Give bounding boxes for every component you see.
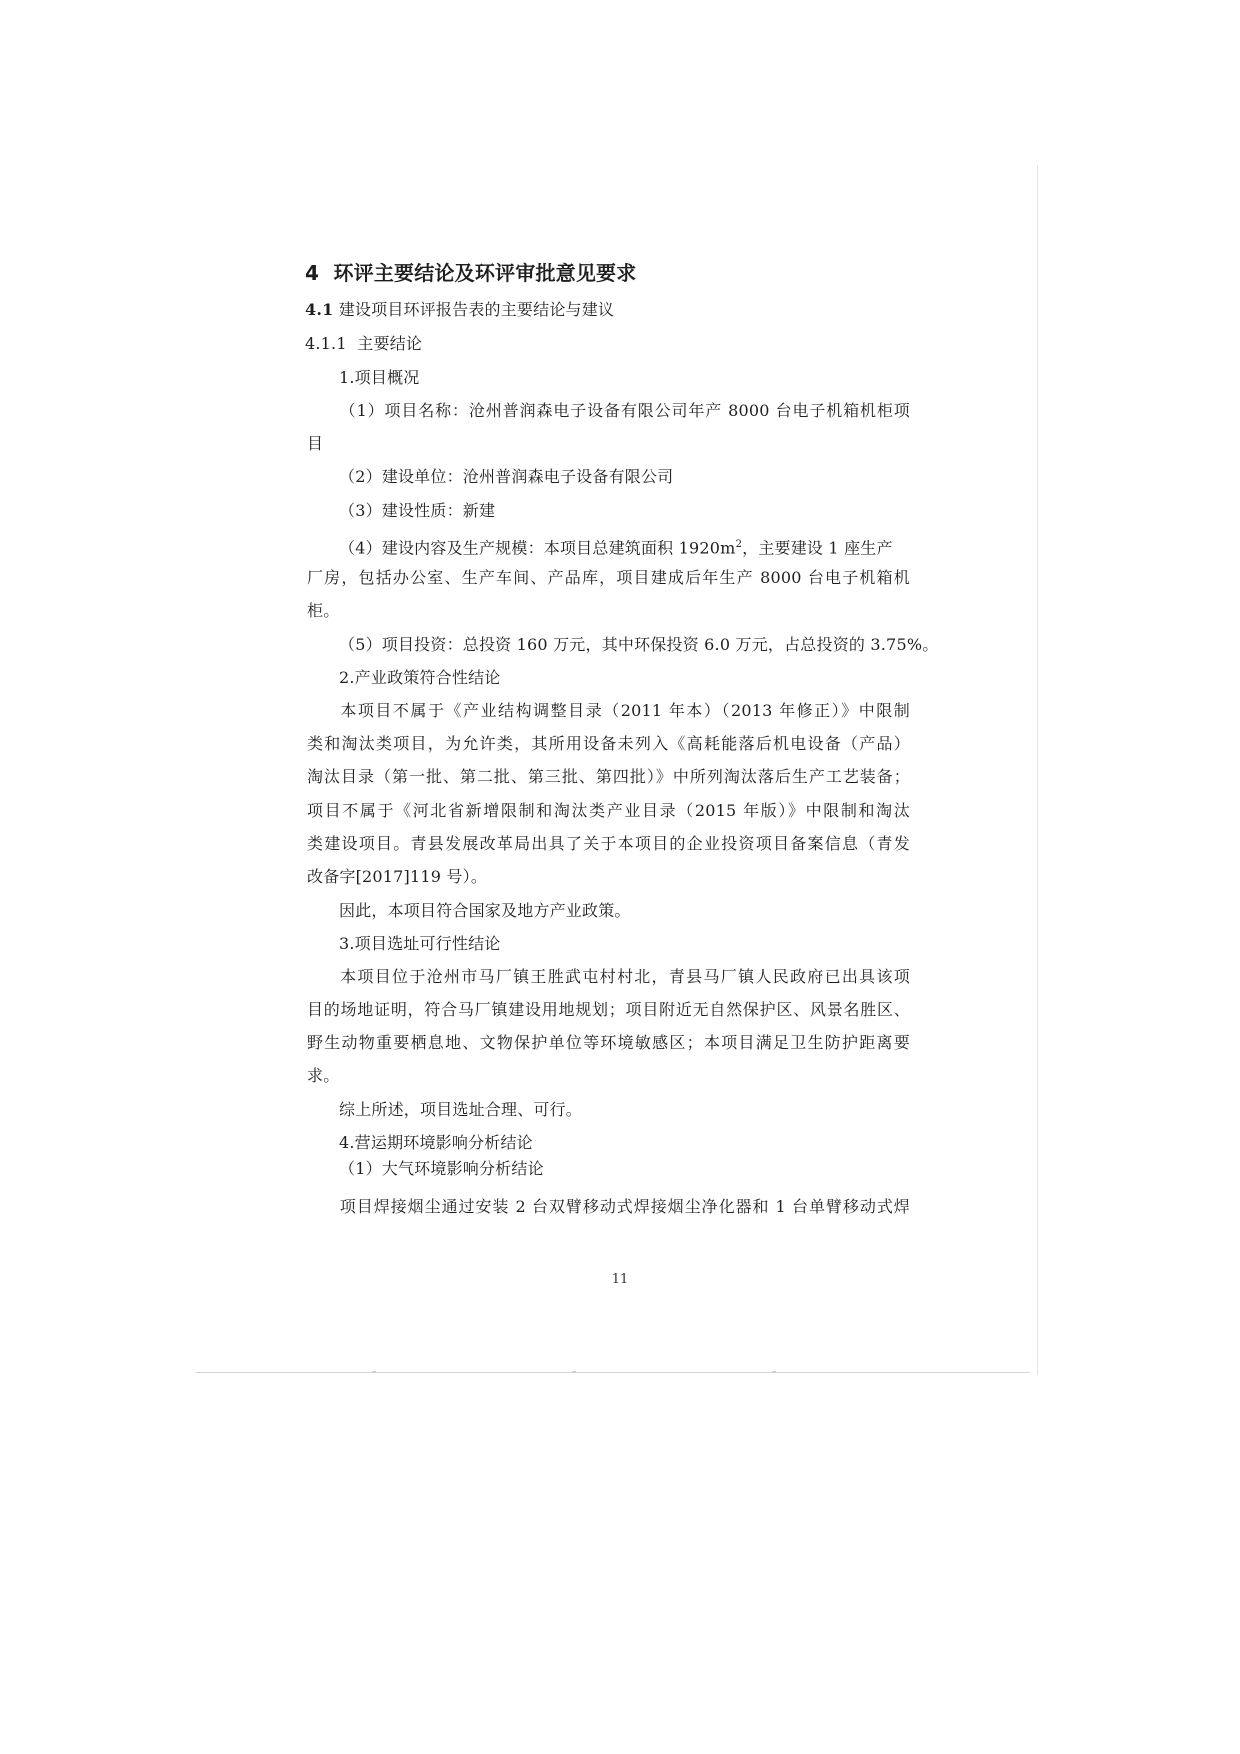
scan-mark — [372, 1371, 376, 1373]
paragraph-line — [307, 1196, 910, 1218]
paragraph-text: 本项目位于沧州市马厂镇王胜武屯村村北，青县马厂镇人民政府已出具该项 — [339, 967, 910, 986]
paragraph-line: 柜。 — [307, 601, 340, 620]
paragraph-line: 类和淘汰类项目，为允许类，其所用设备未列入《高耗能落后机电设备（产品） — [307, 734, 910, 753]
superscript: 2 — [735, 539, 743, 550]
paragraph-text: 项目焊接烟尘通过安装 2 台双臂移动式焊接烟尘净化器和 1 台单臂移动式焊 — [339, 1197, 910, 1216]
paragraph-line: （1）大气环境影响分析结论 — [339, 1159, 544, 1178]
paragraph-line: 野生动物重要栖息地、文物保护单位等环境敏感区；本项目满足卫生防护距离要 — [307, 1033, 910, 1052]
section-4-1 — [305, 299, 614, 321]
heading-title: 环评主要结论及环评审批意见要求 — [333, 261, 637, 285]
paragraph-line: 4.营运期环境影响分析结论 — [339, 1133, 533, 1152]
page-number: 11 — [611, 1272, 629, 1287]
paragraph-text: ，主要建设 1 座生产 — [742, 538, 893, 558]
paragraph-text: （4）建设内容及生产规模：本项目总建筑面积 1920m — [339, 538, 736, 558]
paragraph-line: （3）建设性质：新建 — [339, 501, 496, 520]
scan-mark — [572, 1371, 576, 1373]
paragraph-line: 2.产业政策符合性结论 — [339, 668, 501, 687]
paragraph-line: 厂房，包括办公室、生产车间、产品库，项目建成后年生产 8000 台电子机箱机 — [307, 568, 910, 587]
scan-edge-bottom — [195, 1372, 1030, 1373]
paragraph-line — [339, 534, 893, 559]
paragraph-line — [307, 400, 910, 422]
scan-edge-right — [1037, 165, 1038, 1375]
paragraph-line: 类建设项目。青县发展改革局出具了关于本项目的企业投资项目备案信息（青发 — [307, 834, 910, 853]
paragraph-line — [307, 700, 910, 722]
section-title: 建设项目环评报告表的主要结论与建议 — [338, 300, 615, 319]
paragraph-line: 1.项目概况 — [339, 368, 420, 387]
scan-mark — [772, 1371, 776, 1373]
paragraph-line: 目 — [307, 434, 324, 453]
paragraph-line: 因此，本项目符合国家及地方产业政策。 — [339, 901, 631, 920]
paragraph-line: 求。 — [307, 1066, 340, 1085]
paragraph-line: 改备字[2017]119 号）。 — [307, 867, 488, 886]
paragraph-text: （1）项目名称：沧州普润森电子设备有限公司年产 8000 台电子机箱机柜项 — [339, 401, 910, 420]
section-number: 4.1 — [305, 300, 334, 319]
paragraph-text: 本项目不属于《产业结构调整目录（2011 年本）（2013 年修正）》中限制 — [339, 701, 910, 720]
paragraph-line: 目的场地证明，符合马厂镇建设用地规划；项目附近无自然保护区、风景名胜区、 — [307, 1000, 910, 1019]
subsection-number: 4.1.1 — [305, 334, 347, 353]
heading-number: 4 — [305, 261, 320, 285]
paragraph-line — [307, 966, 910, 988]
subsection-title: 主要结论 — [357, 334, 423, 353]
paragraph-line: 3.项目选址可行性结论 — [339, 934, 501, 953]
subsection-4-1-1 — [305, 333, 422, 355]
paragraph-line: （5）项目投资：总投资 160 万元，其中环保投资 6.0 万元，占总投资的 3.75%。 — [339, 635, 939, 654]
heading-4 — [305, 260, 636, 286]
paragraph-line: 淘汰目录（第一批、第二批、第三批、第四批）》中所列淘汰落后生产工艺装备； — [307, 767, 910, 786]
paragraph-line: 项目不属于《河北省新增限制和淘汰类产业目录（2015 年版）》中限制和淘汰 — [307, 801, 910, 820]
paragraph-line: （2）建设单位：沧州普润森电子设备有限公司 — [339, 467, 674, 486]
paragraph-line: 综上所述，项目选址合理、可行。 — [339, 1100, 583, 1119]
